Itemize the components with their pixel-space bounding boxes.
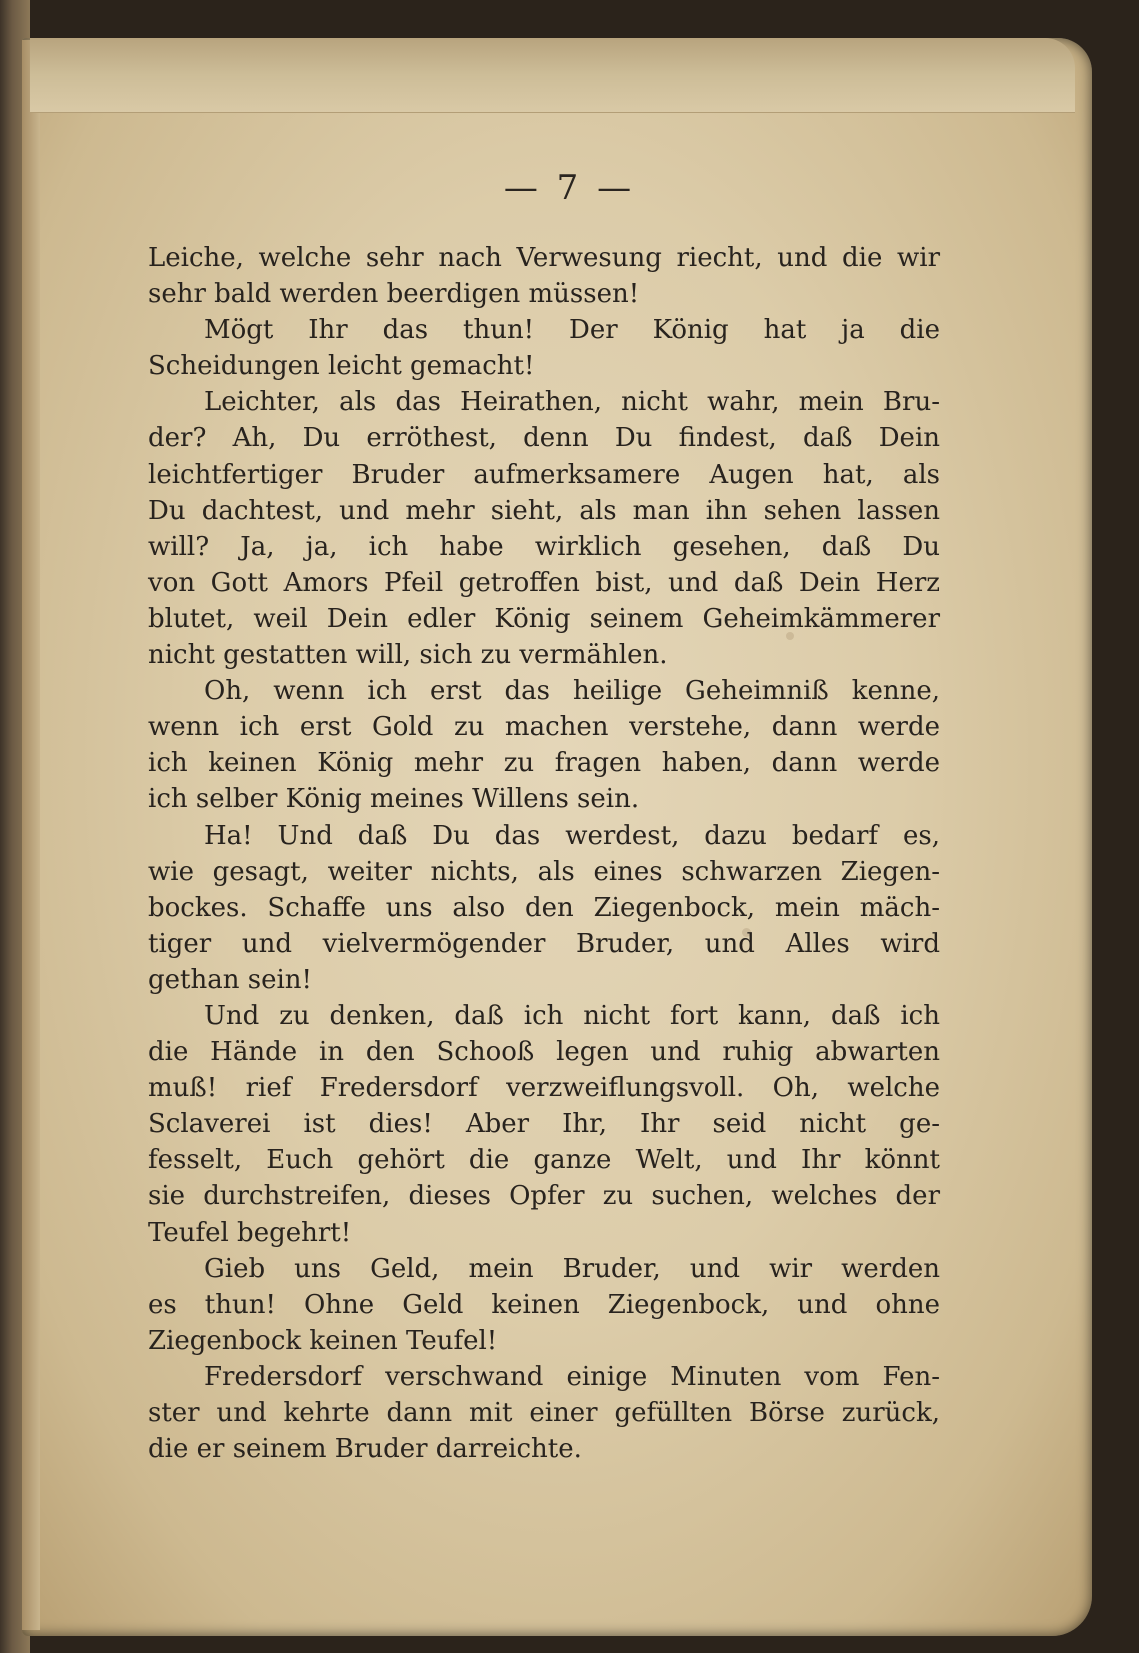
body-text xyxy=(148,240,940,1467)
text-line: will? Ja, ja, ich habe wirklich gesehen, daß Du xyxy=(148,531,940,562)
text-line: Leichter, als das Heirathen, nicht wahr, mein Bru- xyxy=(204,387,940,418)
text-line: Oh, wenn ich erst das heilige Geheimniß kenne, xyxy=(204,676,940,707)
text-line: Und zu denken, daß ich nicht fort kann, daß ich xyxy=(204,1000,940,1031)
page-left-edge xyxy=(22,40,40,1630)
text-line: es thun! Ohne Geld keinen Ziegenbock, und ohne xyxy=(148,1289,940,1320)
text-line: Du dachtest, und mehr sieht, als man ihn sehen lassen xyxy=(148,495,940,526)
text-line: ster und kehrte dann mit einer gefüllten Börse zurück, xyxy=(148,1398,940,1428)
text-line: bockes. Schaffe uns also den Ziegenbock, mein mäch- xyxy=(148,892,940,923)
text-line: muß! rief Fredersdorf verzweiflungsvoll. Oh, welche xyxy=(148,1073,940,1104)
text-line: wenn ich erst Gold zu machen verstehe, dann werde xyxy=(148,712,940,743)
text-line: Fredersdorf verschwand einige Minuten vom Fen- xyxy=(204,1361,940,1392)
text-line: Ziegenbock keinen Teufel! xyxy=(148,1325,498,1356)
text-line: leichtfertiger Bruder aufmerksamere Augen hat, als xyxy=(148,459,940,490)
text-line: die Hände in den Schooß legen und ruhig abwarten xyxy=(148,1037,940,1068)
text-line: Sclaverei ist dies! Aber Ihr, Ihr seid nicht ge- xyxy=(148,1109,940,1140)
text-line: blutet, weil Dein edler König seinem Geheimkämmerer xyxy=(148,603,940,634)
text-line: Mögt Ihr das thun! Der König hat ja die xyxy=(204,315,940,346)
text-line: sie durchstreifen, dieses Opfer zu suchen, welches der xyxy=(148,1181,940,1212)
text-line: der? Ah, Du erröthest, denn Du findest, daß Dein xyxy=(148,423,940,454)
text-line: ich selber König meines Willens sein. xyxy=(148,784,640,815)
text-line: Ha! Und daß Du das werdest, dazu bedarf es, xyxy=(204,820,940,851)
stacked-page-edges xyxy=(30,38,1075,113)
text-line: tiger und vielvermögender Bruder, und Alles wird xyxy=(148,928,940,959)
text-line: Scheidungen leicht gemacht! xyxy=(148,351,535,382)
text-line: wie gesagt, weiter nichts, als eines schwarzen Ziegen- xyxy=(148,856,940,887)
text-line: fesselt, Euch gehört die ganze Welt, und Ihr könnt xyxy=(148,1145,940,1176)
text-line: Gieb uns Geld, mein Bruder, und wir werden xyxy=(204,1253,940,1284)
text-line: von Gott Amors Pfeil getroffen bist, und daß Dein Herz xyxy=(148,567,940,598)
text-line: Leiche, welche sehr nach Verwesung riecht, und die wir xyxy=(148,243,940,273)
page-number: — 7 — xyxy=(503,168,636,208)
text-line: die er seinem Bruder darreichte. xyxy=(148,1434,582,1465)
text-line: gethan sein! xyxy=(148,964,312,995)
text-line: Teufel begehrt! xyxy=(148,1217,352,1248)
text-line: sehr bald werden beerdigen müssen! xyxy=(148,279,640,310)
text-line: ich keinen König mehr zu fragen haben, dann werde xyxy=(148,748,940,779)
text-line: nicht gestatten will, sich zu vermählen. xyxy=(148,640,668,671)
